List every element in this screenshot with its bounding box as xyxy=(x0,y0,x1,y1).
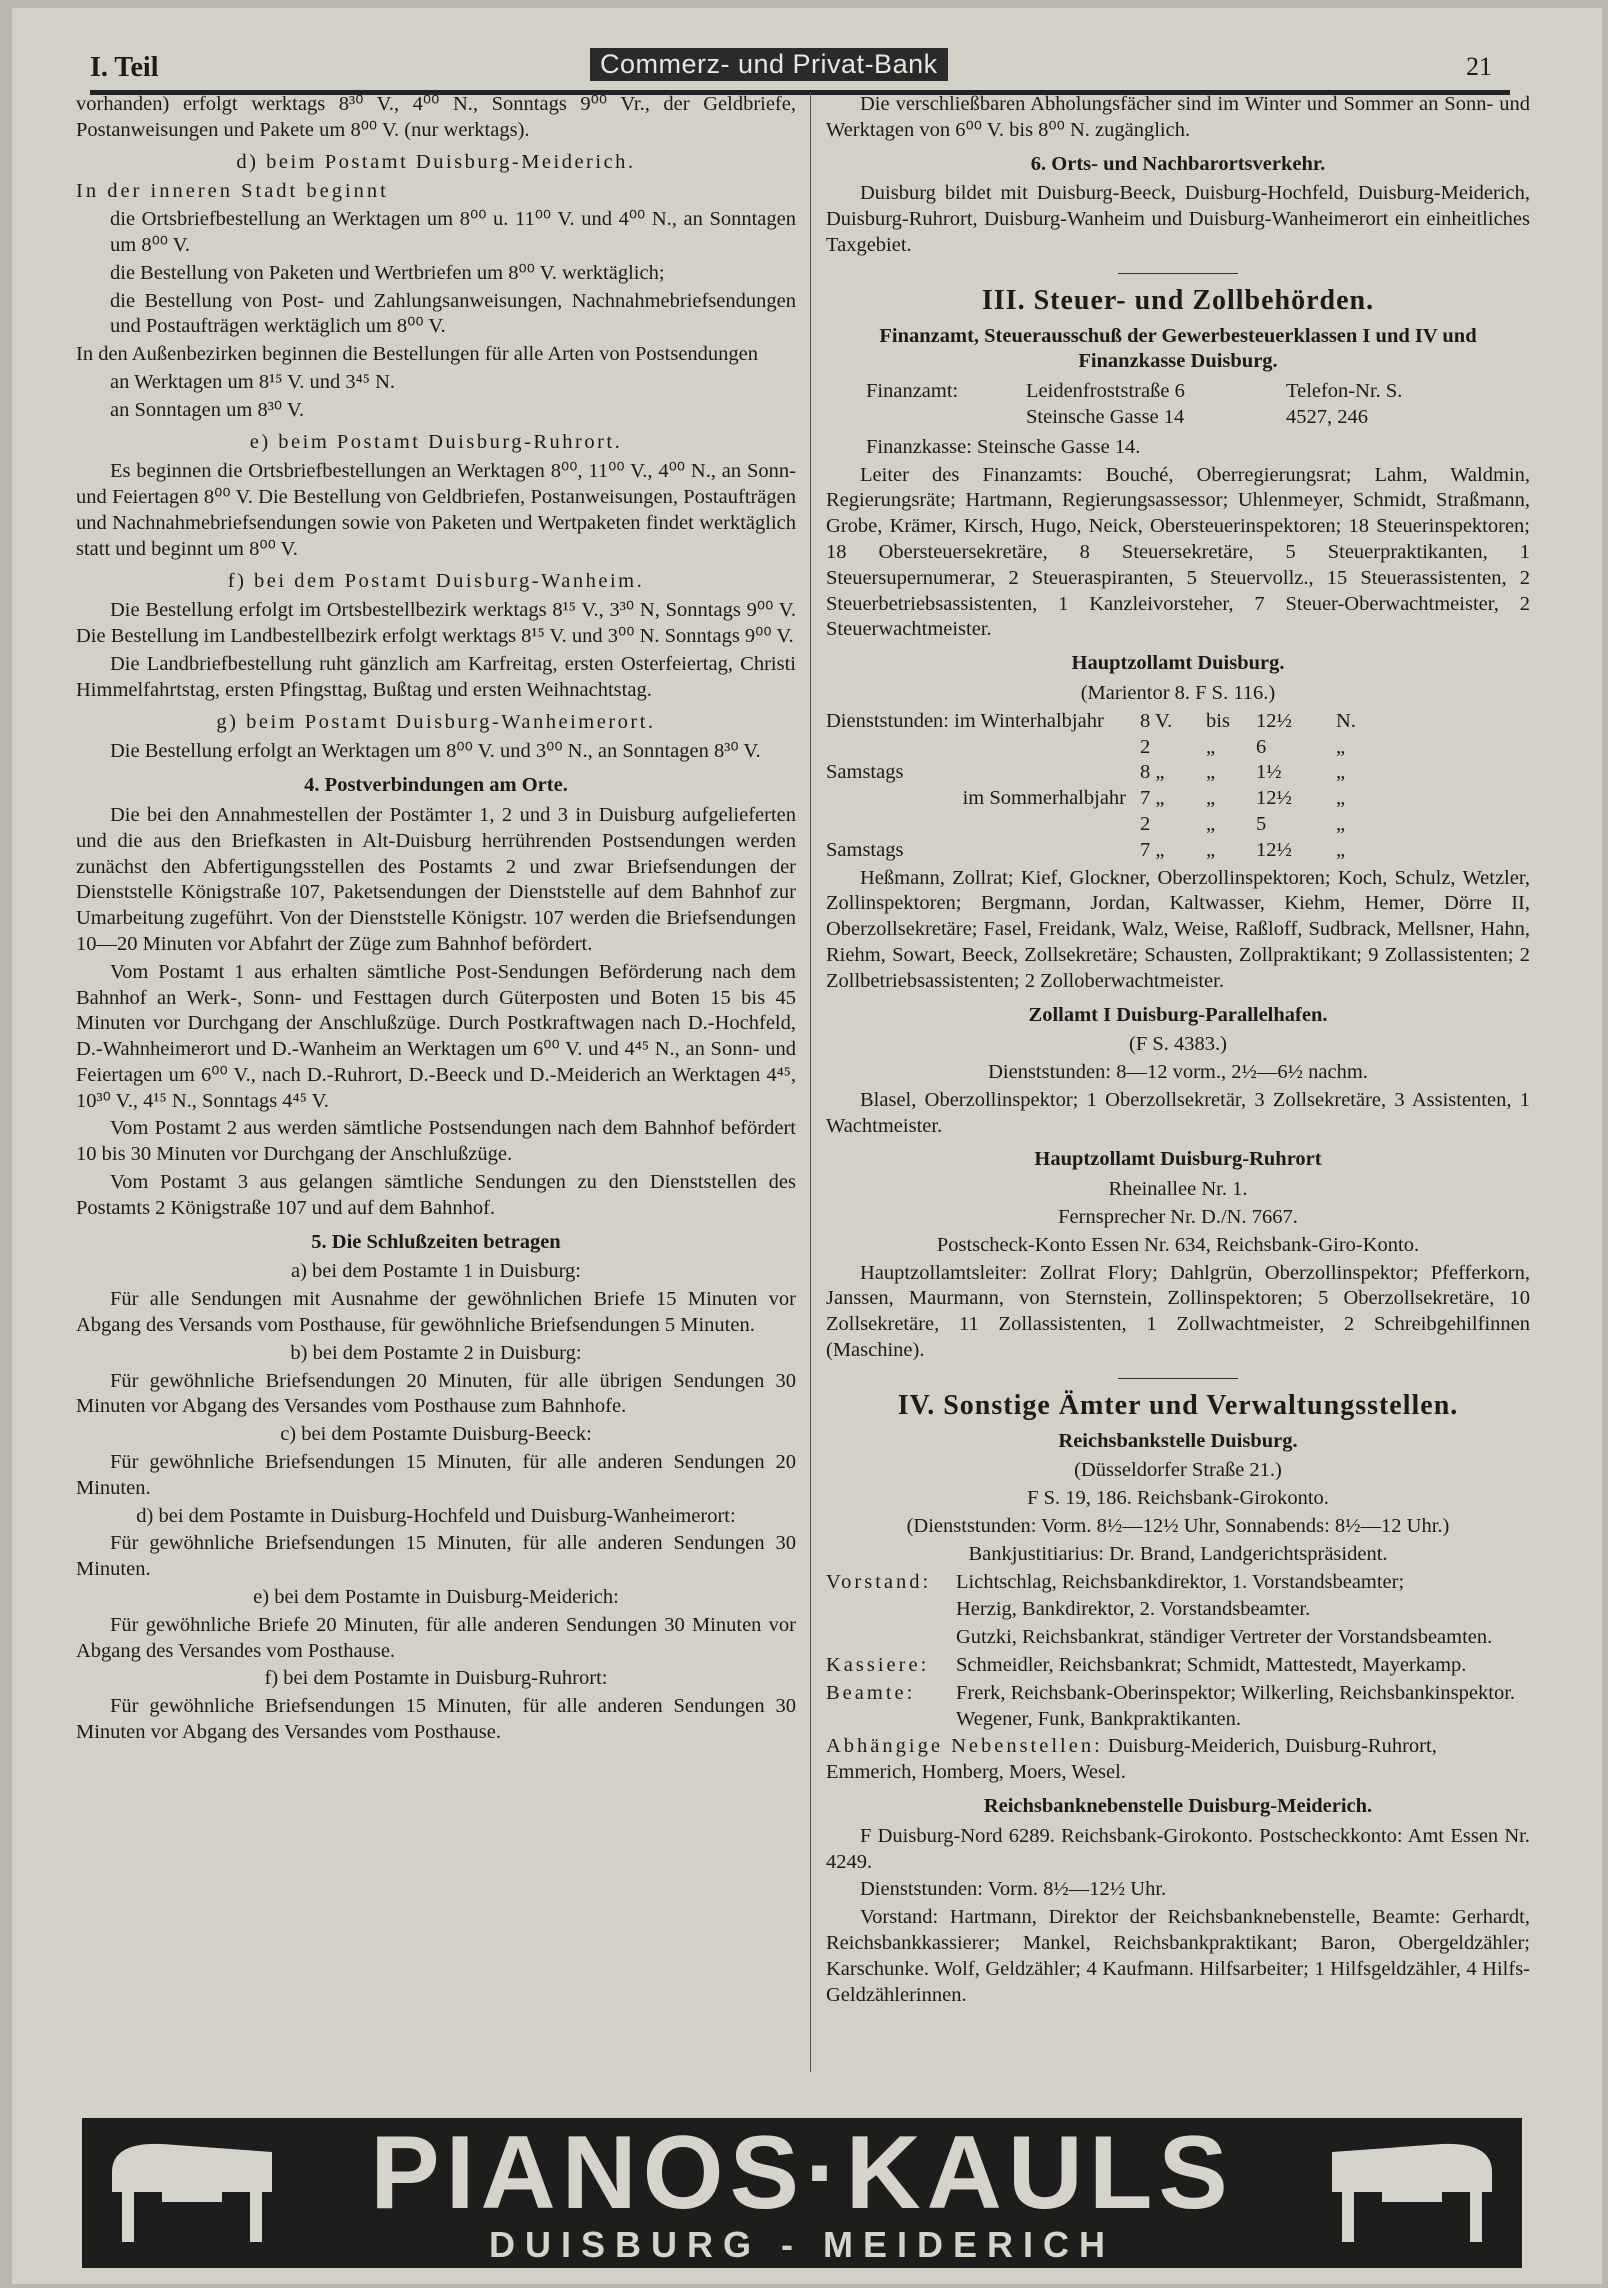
label: Kassiere: xyxy=(826,1654,930,1677)
header-banner: Commerz- und Privat-Bank xyxy=(590,48,948,81)
hours-cell: „ xyxy=(1336,838,1346,861)
paragraph: Vom Postamt 2 aus werden sämtliche Postsendungen nach dem Bahnhof befördert 10 bis 30 Minuten vor Durchgang der Anschlußzüge. xyxy=(76,1117,796,1166)
hours-cell: „ xyxy=(1155,761,1165,784)
label: Abhängige Nebenstellen: xyxy=(826,1735,1103,1758)
value: Duisburg-Meiderich, Duisburg-Ruhrort, Emmerich, Homberg, Moers, Wesel. xyxy=(826,1735,1437,1784)
hours-cell: „ xyxy=(1336,735,1346,758)
hours: Dienststunden: 8—12 vorm., 2½—6½ nachm. xyxy=(988,1061,1368,1084)
phone: (F S. 4383.) xyxy=(1129,1033,1227,1056)
account: Postscheck-Konto Essen Nr. 634, Reichsbank-Giro-Konto. xyxy=(936,1233,1420,1256)
hours-cell: Samstags xyxy=(826,838,904,861)
hours-cell: „ xyxy=(1206,761,1216,784)
label: Beamte: xyxy=(826,1681,916,1704)
subheading: f) bei dem Postamte in Duisburg-Ruhrort: xyxy=(264,1667,608,1690)
phone: Fernsprecher Nr. D./N. 7667. xyxy=(1058,1206,1298,1229)
hours-cell: 2 xyxy=(1140,735,1151,758)
hours-cell: „ xyxy=(1206,787,1216,810)
paragraph: Die bei den Annahmestellen der Postämter 1, 2 und 3 in Duisburg aufgelieferten und die aus den Briefkasten in Alt-Duisburg herrührenden Postsendungen werden zunächst den Abfertigungsstellen des Postamts 2 und zwar Briefsendungen der Dienststelle Königstraße 107, Paketsendungen der Dienststelle auf dem Bahnhof zur Umarbeitung zugeführt. Von der Dienststelle Königstr. 107 werden die Briefsendungen 10—20 Minuten vor Abfahrt der Züge zum Bahnhof befördert. xyxy=(76,803,796,955)
paragraph: Für gewöhnliche Briefsendungen 20 Minuten, für alle übrigen Sendungen 30 Minuten vor Abgang des Versandes vom Posthause zum Bahnhofe. xyxy=(76,1369,796,1418)
subheading: c) bei dem Postamte Duisburg-Beeck: xyxy=(280,1423,592,1446)
address: Rheinallee Nr. 1. xyxy=(1108,1178,1248,1201)
address: (Marientor 8. F S. 116.) xyxy=(1080,681,1276,704)
subheading: d) bei dem Postamte in Duisburg-Hochfeld und Duisburg-Wanheimerort: xyxy=(136,1504,736,1527)
hours-cell: bis xyxy=(1206,709,1230,732)
subheading: e) bei dem Postamte in Duisburg-Meiderich: xyxy=(253,1586,619,1609)
justitiar: Bankjustitiarius: Dr. Brand, Landgerichtspräsident. xyxy=(968,1542,1388,1565)
office-title: Hauptzollamt Duisburg. xyxy=(1071,652,1285,675)
paragraph: Die Bestellung erfolgt im Ortsbestellbezirk werktags 8¹⁵ V., 3³⁰ N, Sonntags 9⁰⁰ V. Die Bestellung im Landbestellbezirk erfolgt werktags 8¹⁵ V. und 3⁰⁰ N. Sonntags 9⁰⁰ V. xyxy=(76,599,796,648)
hours-table xyxy=(826,709,1530,864)
ad-location: DUISBURG - MEIDERICH xyxy=(488,2224,1115,2265)
hours-cell: 7 xyxy=(1140,838,1151,861)
hours-cell: „ xyxy=(1155,838,1165,861)
label: Finanzamt: xyxy=(866,380,959,403)
paragraph: Für alle Sendungen mit Ausnahme der gewöhnlichen Briefe 15 Minuten vor Abgang des Versands vom Posthause, für gewöhnliche Briefsendungen 5 Minuten. xyxy=(76,1288,796,1337)
office-title: Reichsbanknebenstelle Duisburg-Meiderich. xyxy=(983,1795,1373,1818)
paragraph: Heßmann, Zollrat; Kief, Glockner, Oberzollinspektoren; Koch, Schulz, Wetzler, Zollinspektoren; Bergmann, Jordan, Kaltwasser, Kiehm, Hemer, Dörre II, Oberzollsekretäre; Fasel, Freidank, Walz, Weise, Raßloff, Sudbrack, Mellsner, Hahn, Riehm, Sowart, Beeck, Zollsekretäre; Schausten, Zollpraktikant; 9 Zollassistenten; 2 Zollbetriebsassistenten; 2 Zolloberwachtmeister. xyxy=(826,866,1530,992)
paragraph: Die Landbriefbestellung ruht gänzlich am Karfreitag, ersten Osterfeiertag, Christi Himmelfahrtstag, ersten Pfingsttag, Bußtag und ersten Weihnachtstag. xyxy=(76,652,796,701)
hours-cell: 6 xyxy=(1256,735,1267,758)
paragraph: Duisburg bildet mit Duisburg-Beeck, Duisburg-Hochfeld, Duisburg-Meiderich, Duisburg-Ruhrort, Duisburg-Wanheim und Duisburg-Wanheimerort ein einheitliches Taxgebiet. xyxy=(826,182,1530,256)
hours-start xyxy=(1126,812,1206,838)
list-item: Lichtschlag, Reichsbankdirektor, 1. Vorstandsbeamter; xyxy=(956,1570,1405,1593)
paragraph: In den Außenbezirken beginnen die Bestellungen für alle Arten von Postsendungen xyxy=(76,343,759,366)
paragraph: Die Bestellung erfolgt an Werktagen um 8⁰⁰ V. und 3⁰⁰ N., an Sonntagen 8³⁰ V. xyxy=(110,740,761,763)
office-title: Finanzamt, Steuerausschuß der Gewerbesteuerklassen I und IV und Finanzkasse Duisburg. xyxy=(879,324,1477,373)
office-title: Hauptzollamt Duisburg-Ruhrort xyxy=(1034,1148,1322,1171)
paragraph: Für gewöhnliche Briefsendungen 15 Minuten, für alle anderen Sendungen 30 Minuten vor Abgang des Versandes vom Posthause. xyxy=(76,1695,796,1744)
finanzamt-address-table xyxy=(866,379,1530,431)
hours-cell: 12½ xyxy=(1256,709,1292,732)
hours-start xyxy=(1126,735,1206,761)
hours-cell: N. xyxy=(1336,709,1356,732)
page-header xyxy=(90,48,1510,95)
paragraph: Vom Postamt 1 aus erhalten sämtliche Post-Sendungen Beförderung nach dem Bahnhof an Werk-, Sonn- und Festtagen durch Güterposten und Boten 15 bis 45 Minuten vor Durchgang der Anschlußzüge. Durch Postkraftwagen nach D.-Hochfeld, D.-Wahnheimerort und D.-Wanheim an Werktagen um 6⁰⁰ V. und 4⁴⁵ N., an Sonn- und Feiertagen um 6⁰⁰ V., nach D.-Ruhrort, D.-Beeck und D.-Meiderich an Werktagen 4⁴⁵, 10³⁰ V., 4¹⁵ N., Sonntags 4⁴⁵ V. xyxy=(76,960,796,1112)
hours-cell: 12½ xyxy=(1256,838,1292,861)
hours: (Dienststunden: Vorm. 8½—12½ Uhr, Sonnabends: 8½—12 Uhr.) xyxy=(906,1515,1450,1538)
chapter-heading: III. Steuer- und Zollbehörden. xyxy=(981,284,1375,316)
column-divider xyxy=(810,92,811,2072)
hours-cell xyxy=(826,735,1126,761)
paragraph: Hauptzollamtsleiter: Zollrat Flory; Dahlgrün, Oberzollinspektor; Pfefferkorn, Janssen, Maurmann, von Sternstein, Zollinspektoren; 5 Oberzollsekretäre, 10 Zollsekretäre, 11 Zollassistenten, 1 Zollwachtmeister, 2 Schreibgehilfinnen (Maschine). xyxy=(826,1261,1530,1362)
office-title: Zollamt I Duisburg-Parallelhafen. xyxy=(1028,1003,1328,1026)
hours: Dienststunden: Vorm. 8½—12½ Uhr. xyxy=(860,1878,1167,1901)
right-column xyxy=(826,92,1530,2010)
left-column xyxy=(76,92,796,1748)
hours-cell: 8 xyxy=(1140,709,1151,732)
paragraph: Es beginnen die Ortsbriefbestellungen an Werktagen 8⁰⁰, 11⁰⁰ V., 4⁰⁰ N., an Sonn- und Feiertagen 8⁰⁰ V. Die Bestellung von Geldbriefen, Postanweisungen, Postaufträgen und Nachnahmebriefsendungen sowie von Paketen und Wertpaketen findet werktäglich statt und beginnt um 8⁰⁰ V. xyxy=(76,460,796,560)
list-item: die Ortsbriefbestellung an Werktagen um 8⁰⁰ u. 11⁰⁰ V. und 4⁰⁰ N., an Sonntagen um 8⁰⁰ V. xyxy=(110,208,796,256)
hours-start xyxy=(1126,786,1206,812)
ad-brand: PIANOS·KAULS xyxy=(370,2115,1234,2231)
piano-icon xyxy=(102,2132,282,2252)
list-item: Herzig, Bankdirektor, 2. Vorstandsbeamter. xyxy=(956,1598,1311,1621)
hours-start xyxy=(1126,838,1206,864)
part-label: I. Teil xyxy=(90,52,159,83)
page-number: 21 xyxy=(1466,52,1492,81)
hours-cell: „ xyxy=(1336,787,1346,810)
kassiere-row xyxy=(826,1653,1530,1681)
divider xyxy=(1118,273,1238,274)
phone-number: 4527, 246 xyxy=(1286,405,1368,428)
value: Frerk, Reichsbank-Oberinspektor; Wilkerling, Reichsbankinspektor. Wegener, Funk, Bankpraktikanten. xyxy=(956,1681,1516,1730)
subheading: b) bei dem Postamte 2 in Duisburg: xyxy=(290,1341,582,1364)
paragraph: Für gewöhnliche Briefsendungen 15 Minuten, für alle anderen Sendungen 30 Minuten. xyxy=(76,1532,796,1581)
divider xyxy=(1118,1378,1238,1379)
hours-cell: V. xyxy=(1155,709,1173,732)
section-heading: g) beim Postamt Duisburg-Wanheimerort. xyxy=(216,710,656,733)
office-title: Reichsbankstelle Duisburg. xyxy=(1058,1429,1298,1452)
hours-cell: „ xyxy=(1336,761,1346,784)
hours-cell: 1½ xyxy=(1256,761,1282,784)
vorstand-row xyxy=(826,1570,1530,1653)
list-item: die Bestellung von Paketen und Wertbriefen um 8⁰⁰ V. werktäglich; xyxy=(110,261,665,284)
piano-icon xyxy=(1322,2132,1502,2252)
hours-cell: 12½ xyxy=(1256,787,1292,810)
hours-cell: 7 xyxy=(1140,787,1151,810)
address: Steinsche Gasse 14 xyxy=(1026,405,1185,428)
chapter-heading: IV. Sonstige Ämter und Verwaltungsstellen. xyxy=(897,1389,1459,1421)
beamte-row xyxy=(826,1681,1530,1735)
section-heading: d) beim Postamt Duisburg-Meiderich. xyxy=(236,150,636,173)
hours-cell: „ xyxy=(1206,838,1216,861)
address: (Düsseldorfer Straße 21.) xyxy=(1074,1459,1282,1482)
phone: F S. 19, 186. Reichsbank-Girokonto. xyxy=(1027,1487,1329,1510)
paragraph: Für gewöhnliche Briefe 20 Minuten, für alle anderen Sendungen 30 Minuten vor Abgang des Versandes vom Posthause. xyxy=(76,1613,796,1662)
hours-cell: im Sommerhalbjahr xyxy=(962,787,1126,810)
paragraph: Blasel, Oberzollinspektor; 1 Oberzollsekretär, 3 Zollsekretäre, 3 Assistenten, 1 Wachtmeister. xyxy=(826,1088,1530,1137)
paragraph: vorhanden) erfolgt werktags 8³⁰ V., 4⁰⁰ N., Sonntags 9⁰⁰ Vr., der Geldbriefe, Postanweisungen und Pakete um 8⁰⁰ V. (nur werktags). xyxy=(76,93,796,141)
list-item: Gutzki, Reichsbankrat, ständiger Vertreter der Vorstandsbeamten. xyxy=(956,1626,1493,1649)
address: Leidenfroststraße 6 xyxy=(1026,380,1185,403)
label: Vorstand: xyxy=(826,1570,932,1593)
section-heading: 6. Orts- und Nachbarortsverkehr. xyxy=(1030,152,1326,175)
value: Schmeidler, Reichsbankrat; Schmidt, Mattestedt, Mayerkamp. xyxy=(956,1654,1467,1677)
hours-cell: „ xyxy=(1155,787,1165,810)
paragraph: Die verschließbaren Abholungsfächer sind im Winter und Sommer an Sonn- und Werktagen von 6⁰⁰ V. bis 8⁰⁰ N. zugänglich. xyxy=(826,93,1530,141)
paragraph: Leiter des Finanzamts: Bouché, Oberregierungsrat; Lahm, Waldmin, Regierungsräte; Hartmann, Regierungsassessor; Uhlenmeyer, Schmidt, Straßmann, Grobe, Krämer, Kirsch, Hugo, Neick, Obersteuerinspektoren; 18 Steuerinspektoren; 18 Obersteuersekretäre, 8 Steuersekretäre, 5 Steuerpraktikanten, 1 Steuersupernumerar, 2 Steueraspiranten, 5 Steuervollz., 15 Steuerassistenten, 2 Steuerbetriebsassistenten, 1 Kanzleivorsteher, 7 Steuer-Oberwachtmeister, 2 Steuerwachtmeister. xyxy=(826,463,1530,641)
hours-start xyxy=(1126,709,1206,735)
subheading: a) bei dem Postamte 1 in Duisburg: xyxy=(290,1260,581,1283)
phone-label: Telefon-Nr. S. xyxy=(1286,380,1403,403)
hours-cell: „ xyxy=(1206,812,1216,835)
list-item: an Werktagen um 8¹⁵ V. und 3⁴⁵ N. xyxy=(110,370,396,393)
hours-start xyxy=(1126,760,1206,786)
hours-cell: „ xyxy=(1336,812,1346,835)
hours-cell: Samstags xyxy=(826,761,904,784)
section-heading: f) bei dem Postamt Duisburg-Wanheim. xyxy=(227,569,645,592)
hours-cell: Dienststunden: im Winterhalbjahr xyxy=(826,709,1104,732)
paragraph: Finanzkasse: Steinsche Gasse 14. xyxy=(866,435,1141,458)
list-item: an Sonntagen um 8³⁰ V. xyxy=(110,398,305,421)
hours-cell: 2 xyxy=(1140,812,1151,835)
section-heading: 5. Die Schlußzeiten betragen xyxy=(311,1230,561,1253)
hours-cell: 8 xyxy=(1140,761,1151,784)
paragraph: Für gewöhnliche Briefsendungen 15 Minuten, für alle anderen Sendungen 20 Minuten. xyxy=(76,1451,796,1499)
hours-cell xyxy=(826,812,1126,838)
section-heading: 4. Postverbindungen am Orte. xyxy=(304,774,568,797)
phone: F Duisburg-Nord 6289. Reichsbank-Girokonto. Postscheckkonto: Amt Essen Nr. 4249. xyxy=(826,1824,1530,1873)
paragraph: Vorstand: Hartmann, Direktor der Reichsbanknebenstelle, Beamte: Gerhardt, Reichsbankkassierer; Mankel, Reichsbankpraktikant; Baron, Obergeldzähler; Karschunke. Wolf, Geldzähler; 4 Kaufmann. Hilfsarbeiter; 1 Hilfsgeldzähler, 4 Hilfs-Geldzählerinnen. xyxy=(826,1906,1530,2006)
paragraph: Vom Postamt 3 aus gelangen sämtliche Sendungen zu den Dienststellen des Postamts 2 Königstraße 107 und auf dem Bahnhof. xyxy=(76,1171,796,1219)
section-heading: e) beim Postamt Duisburg-Ruhrort. xyxy=(249,430,623,453)
advertisement-banner xyxy=(82,2115,1522,2268)
hours-cell: „ xyxy=(1206,735,1216,758)
hours-cell: 5 xyxy=(1256,812,1267,835)
list-item: die Bestellung von Post- und Zahlungsanweisungen, Nachnahmebriefsendungen und Postaufträgen werktäglich um 8⁰⁰ V. xyxy=(110,289,796,338)
paragraph: In der inneren Stadt beginnt xyxy=(76,180,389,203)
